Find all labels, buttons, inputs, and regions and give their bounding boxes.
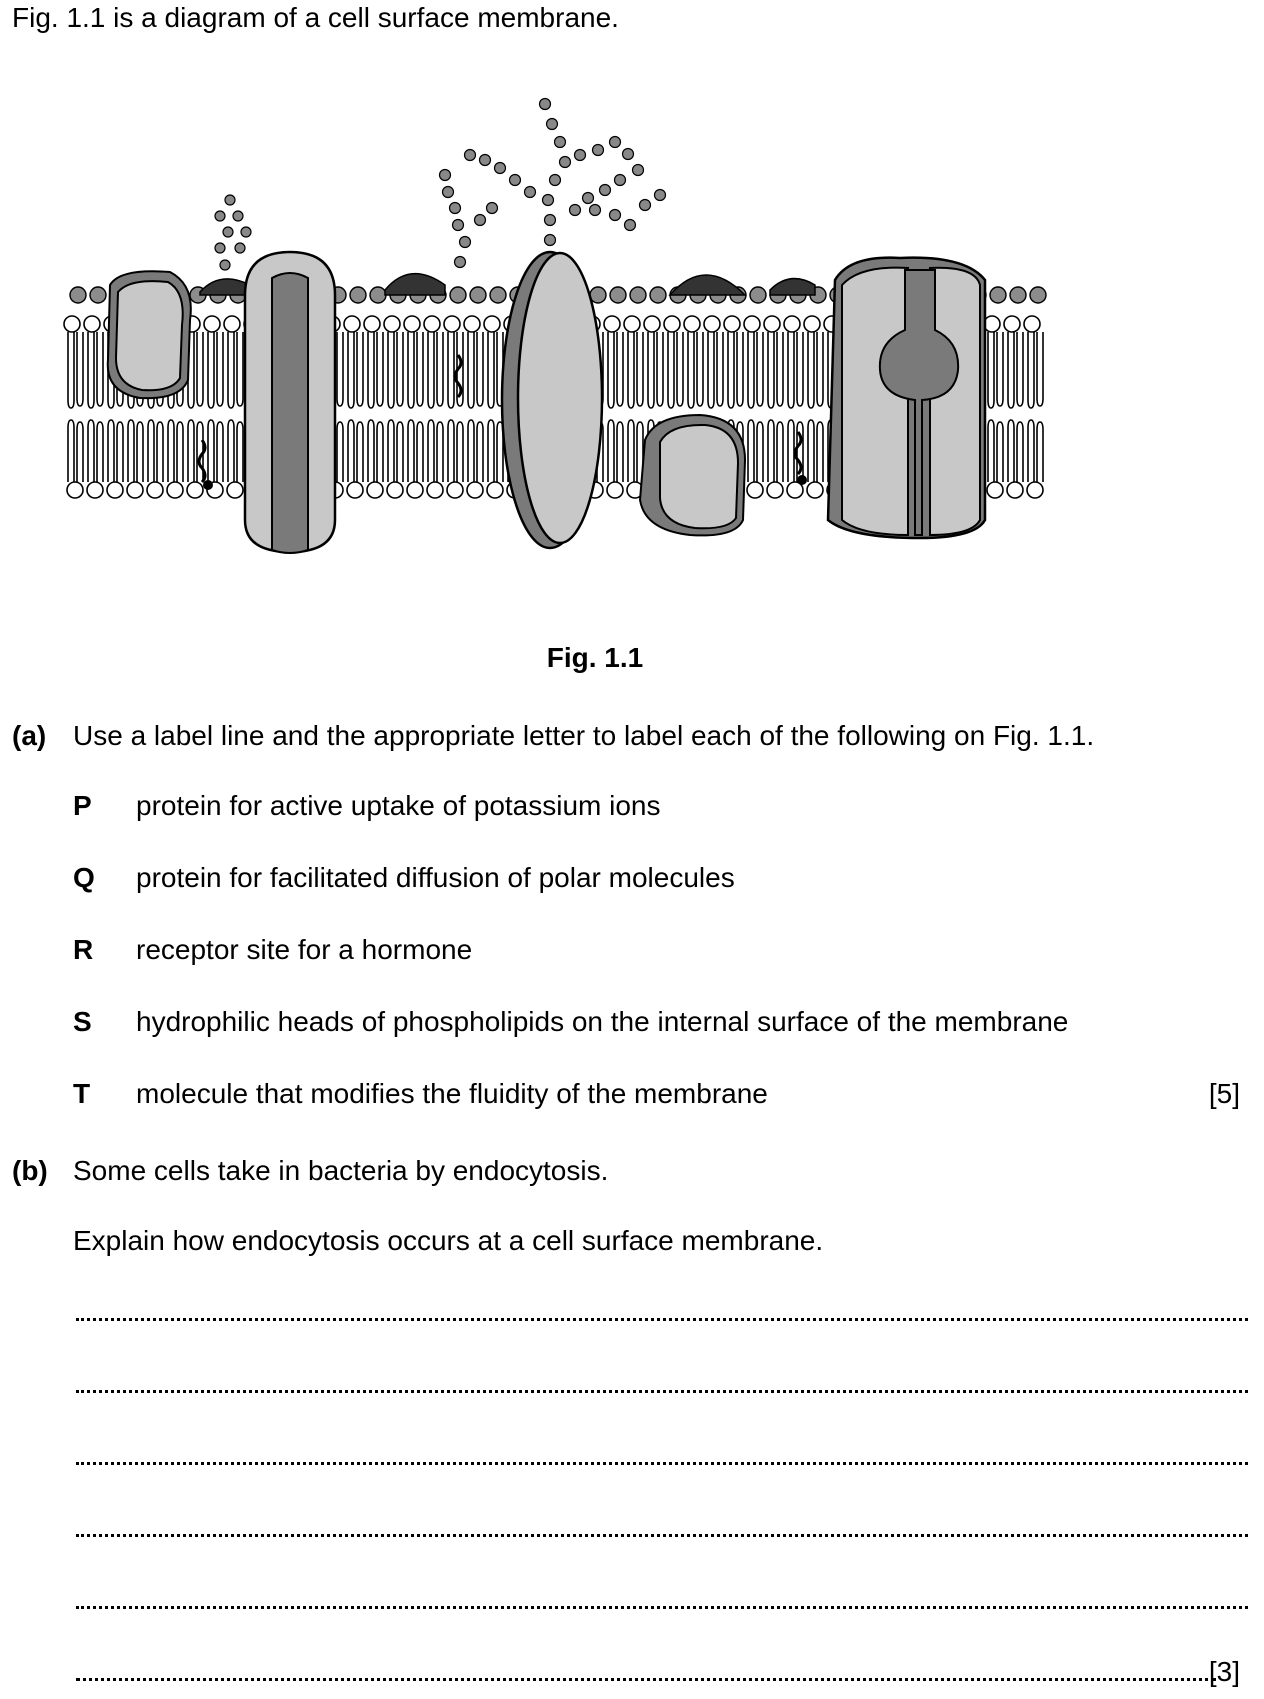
sugar-unit <box>593 145 604 156</box>
phospholipid-tail <box>628 420 634 482</box>
part-b-label: (b) <box>12 1155 48 1186</box>
cholesterol <box>199 440 205 482</box>
item-description: protein for active uptake of potassium ions <box>136 790 661 821</box>
phospholipid-head <box>644 316 660 332</box>
cholesterol-head <box>203 480 213 490</box>
phospholipid-tail <box>348 420 354 482</box>
phospholipid-head <box>1030 287 1046 303</box>
phospholipid-tail <box>768 332 774 408</box>
phospholipid-tail <box>457 422 463 482</box>
peripheral-protein-face <box>660 425 738 528</box>
cholesterol <box>795 432 801 474</box>
sugar-unit <box>610 210 621 221</box>
phospholipid-head <box>424 316 440 332</box>
phospholipid-head <box>984 316 1000 332</box>
phospholipid-tail <box>637 332 643 406</box>
phospholipid-tail <box>808 420 814 482</box>
sugar-unit <box>583 193 594 204</box>
phospholipid-tail <box>817 332 823 406</box>
phospholipid-head <box>604 316 620 332</box>
phospholipid-tail <box>448 420 454 482</box>
phospholipid-tail <box>628 332 634 408</box>
phospholipid-tail <box>728 332 734 408</box>
sugar-unit <box>475 215 486 226</box>
sugar-unit <box>547 119 558 130</box>
phospholipid-tail <box>217 332 223 406</box>
phospholipid-head <box>610 287 626 303</box>
part-a-marks: [5] <box>1208 1078 1240 1109</box>
phospholipid-tail <box>157 422 163 482</box>
phospholipid-tail <box>1017 422 1023 482</box>
carrier-protein-left-half <box>842 268 908 535</box>
phospholipid-head <box>84 316 100 332</box>
phospholipid-tail <box>808 332 814 408</box>
phospholipid-tail <box>1037 422 1043 482</box>
phospholipid-head <box>750 287 766 303</box>
sugar-unit <box>560 157 571 168</box>
phospholipid-tail <box>197 332 203 406</box>
phospholipid-head <box>404 316 420 332</box>
answer-line[interactable] <box>76 1390 1248 1393</box>
phospholipid-tail <box>768 420 774 482</box>
phospholipid-head <box>990 287 1006 303</box>
phospholipid-head <box>744 316 760 332</box>
item-description: molecule that modifies the fluidity of the membrane <box>136 1078 768 1109</box>
sugar-unit <box>640 200 651 211</box>
item-letter: P <box>73 790 92 821</box>
phospholipid-head <box>67 482 83 498</box>
phospholipid-head <box>70 287 86 303</box>
phospholipid-tail <box>677 332 683 406</box>
item-letter: S <box>73 1006 92 1037</box>
phospholipid-tail <box>368 332 374 408</box>
phospholipid-tail <box>997 422 1003 482</box>
glycolipid-cap <box>385 274 445 295</box>
phospholipid-head <box>447 482 463 498</box>
phospholipid-head <box>147 482 163 498</box>
phospholipid-head <box>467 482 483 498</box>
phospholipid-head <box>367 482 383 498</box>
phospholipid-head <box>370 287 386 303</box>
phospholipid-tail <box>68 332 74 408</box>
phospholipid-head <box>747 482 763 498</box>
phospholipid-head <box>187 482 203 498</box>
part-a-label: (a) <box>12 720 47 751</box>
phospholipid-tail <box>97 332 103 406</box>
phospholipid-head <box>784 316 800 332</box>
phospholipid-tail <box>468 332 474 408</box>
sugar-unit <box>610 137 621 148</box>
phospholipid-tail <box>468 420 474 482</box>
channel-pore <box>272 273 308 553</box>
phospholipid-head <box>384 316 400 332</box>
phospholipid-head <box>444 316 460 332</box>
phospholipid-head <box>364 316 380 332</box>
answer-line[interactable] <box>76 1462 1248 1465</box>
phospholipid-head <box>204 316 220 332</box>
phospholipid-tail <box>717 332 723 406</box>
sugar-unit <box>215 243 225 253</box>
phospholipid-tail <box>428 332 434 408</box>
phospholipid-head <box>470 287 486 303</box>
phospholipid-head <box>724 316 740 332</box>
phospholipid-tail <box>217 422 223 482</box>
phospholipid-tail <box>697 332 703 406</box>
figure-caption: Fig. 1.1 <box>546 642 644 673</box>
phospholipid-tail <box>668 332 674 408</box>
phospholipid-head <box>227 482 243 498</box>
phospholipid-tail <box>777 332 783 406</box>
item-letter: Q <box>73 862 95 893</box>
phospholipid-tail <box>788 420 794 482</box>
phospholipid-tail <box>988 420 994 482</box>
sugar-unit <box>235 243 245 253</box>
phospholipid-tail <box>477 332 483 406</box>
phospholipid-tail <box>648 332 654 408</box>
phospholipid-tail <box>408 332 414 408</box>
item-letter: R <box>73 934 94 965</box>
phospholipid-tail <box>108 420 114 482</box>
phospholipid-tail <box>357 332 363 406</box>
phospholipid-head <box>464 316 480 332</box>
phospholipid-head <box>487 482 503 498</box>
sugar-unit <box>223 227 233 237</box>
phospholipid-tail <box>408 420 414 482</box>
phospholipid-head <box>427 482 443 498</box>
phospholipid-head <box>87 482 103 498</box>
phospholipid-tail <box>377 422 383 482</box>
answer-line[interactable] <box>76 1534 1248 1537</box>
phospholipid-tail <box>688 332 694 408</box>
sugar-unit <box>655 190 666 201</box>
phospholipid-tail <box>177 422 183 482</box>
sugar-unit <box>623 149 634 160</box>
phospholipid-tail <box>757 332 763 406</box>
phospholipid-tail <box>608 420 614 482</box>
phospholipid-tail <box>77 422 83 482</box>
sugar-unit <box>545 215 556 226</box>
phospholipid-head <box>807 482 823 498</box>
phospholipid-tail <box>337 422 343 482</box>
answer-line[interactable] <box>76 1678 1216 1681</box>
phospholipid-head <box>764 316 780 332</box>
phospholipid-tail <box>368 420 374 482</box>
phospholipid-head <box>484 316 500 332</box>
sugar-unit <box>465 150 476 161</box>
phospholipid-tail <box>997 332 1003 406</box>
sugar-unit <box>220 260 230 270</box>
phospholipid-tail <box>117 422 123 482</box>
phospholipid-head <box>107 482 123 498</box>
part-a-instruction: Use a label line and the appropriate letter to label each of the following on Fig. 1.1. <box>73 720 1095 751</box>
protein-shape <box>116 281 183 390</box>
item-description: hydrophilic heads of phospholipids on the internal surface of the membrane <box>136 1006 1069 1037</box>
phospholipid-head <box>1004 316 1020 332</box>
phospholipid-tail <box>988 332 994 408</box>
sugar-unit <box>215 211 225 221</box>
phospholipid-head <box>407 482 423 498</box>
phospholipid-tail <box>397 422 403 482</box>
sugar-unit <box>453 220 464 231</box>
item-letter: T <box>73 1078 91 1109</box>
phospholipid-tail <box>1008 420 1014 482</box>
phospholipid-tail <box>748 332 754 408</box>
carrier-protein-right-half <box>930 268 980 535</box>
phospholipid-head <box>167 482 183 498</box>
phospholipid-tail <box>337 332 343 406</box>
phospholipid-tail <box>737 332 743 406</box>
sugar-unit <box>555 137 566 148</box>
phospholipid-head <box>1007 482 1023 498</box>
phospholipid-head <box>387 482 403 498</box>
phospholipid-tail <box>1028 332 1034 408</box>
phospholipid-head <box>987 482 1003 498</box>
phospholipid-tail <box>817 422 823 482</box>
phospholipid-tail <box>188 420 194 482</box>
phospholipid-head <box>490 287 506 303</box>
part-b-statement: Some cells take in bacteria by endocytosis. <box>73 1155 609 1186</box>
part-b-question: Explain how endocytosis occurs at a cell surface membrane. <box>73 1225 824 1256</box>
sugar-unit <box>550 175 561 186</box>
phospholipid-tail <box>237 332 243 406</box>
sugar-unit <box>615 175 626 186</box>
sugar-unit <box>625 220 636 231</box>
item-description: protein for facilitated diffusion of polar molecules <box>136 862 735 893</box>
sugar-unit <box>480 155 491 166</box>
phospholipid-tail <box>448 332 454 408</box>
sugar-unit <box>225 195 235 205</box>
phospholipid-tail <box>388 420 394 482</box>
phospholipid-head <box>624 316 640 332</box>
phospholipid-head <box>450 287 466 303</box>
cell-membrane-diagram <box>60 80 1150 620</box>
phospholipid-tail <box>228 332 234 408</box>
phospholipid-tail <box>68 420 74 482</box>
item-description: receptor site for a hormone <box>136 934 473 965</box>
sugar-unit <box>590 205 601 216</box>
phospholipid-tail <box>77 332 83 406</box>
phospholipid-tail <box>757 422 763 482</box>
phospholipid-head <box>630 287 646 303</box>
sugar-unit <box>510 175 521 186</box>
phospholipid-tail <box>208 332 214 408</box>
phospholipid-tail <box>228 420 234 482</box>
phospholipid-tail <box>1008 332 1014 408</box>
sugar-unit <box>443 187 454 198</box>
phospholipid-head <box>64 316 80 332</box>
glycolipid-cap <box>770 279 815 295</box>
phospholipid-head <box>650 287 666 303</box>
phospholipid-head <box>1027 482 1043 498</box>
phospholipid-tail <box>377 332 383 406</box>
cholesterol-head <box>797 475 807 485</box>
cholesterol <box>455 355 461 397</box>
phospholipid-tail <box>748 420 754 482</box>
phospholipid-head <box>767 482 783 498</box>
phospholipid-tail <box>148 420 154 482</box>
phospholipid-head <box>1024 316 1040 332</box>
phospholipid-tail <box>477 422 483 482</box>
glycolipid-cap <box>200 279 250 295</box>
sugar-unit <box>460 237 471 248</box>
sugar-unit <box>487 203 498 214</box>
sugar-unit <box>600 185 611 196</box>
phospholipid-tail <box>777 422 783 482</box>
sugar-unit <box>455 257 466 268</box>
answer-line[interactable] <box>76 1606 1248 1609</box>
phospholipid-tail <box>417 332 423 406</box>
phospholipid-tail <box>88 332 94 408</box>
phospholipid-tail <box>708 332 714 408</box>
phospholipid-tail <box>428 420 434 482</box>
sugar-unit <box>575 150 586 161</box>
phospholipid-tail <box>488 332 494 408</box>
phospholipid-head <box>704 316 720 332</box>
phospholipid-head <box>347 482 363 498</box>
phospholipid-tail <box>388 332 394 408</box>
phospholipid-head <box>1010 287 1026 303</box>
phospholipid-tail <box>1037 332 1043 406</box>
sugar-unit <box>633 165 644 176</box>
phospholipid-tail <box>1017 332 1023 406</box>
sugar-unit <box>495 163 506 174</box>
phospholipid-tail <box>788 332 794 408</box>
phospholipid-tail <box>168 420 174 482</box>
sugar-unit <box>540 99 551 110</box>
sugar-unit <box>241 227 251 237</box>
phospholipid-tail <box>417 422 423 482</box>
phospholipid-tail <box>357 422 363 482</box>
phospholipid-head <box>664 316 680 332</box>
part-b-marks: [3] <box>1208 1656 1240 1687</box>
phospholipid-tail <box>137 422 143 482</box>
phospholipid-head <box>224 316 240 332</box>
phospholipid-head <box>684 316 700 332</box>
phospholipid-tail <box>437 422 443 482</box>
phospholipid-tail <box>617 332 623 406</box>
phospholipid-tail <box>128 420 134 482</box>
phospholipid-tail <box>657 332 663 406</box>
phospholipid-head <box>607 482 623 498</box>
phospholipid-tail <box>797 332 803 406</box>
phospholipid-tail <box>608 332 614 408</box>
sugar-unit <box>570 205 581 216</box>
answer-line[interactable] <box>76 1318 1248 1321</box>
phospholipid-head <box>344 316 360 332</box>
sugar-unit <box>233 211 243 221</box>
phospholipid-tail <box>488 420 494 482</box>
phospholipid-tail <box>237 422 243 482</box>
phospholipid-head <box>90 287 106 303</box>
sugar-unit <box>440 170 451 181</box>
phospholipid-tail <box>437 332 443 406</box>
phospholipid-tail <box>617 422 623 482</box>
sugar-unit <box>543 195 554 206</box>
phospholipid-tail <box>208 420 214 482</box>
sugar-unit <box>450 203 461 214</box>
glycoprotein-face <box>518 253 602 543</box>
phospholipid-tail <box>88 420 94 482</box>
sugar-unit <box>525 187 536 198</box>
phospholipid-head <box>804 316 820 332</box>
phospholipid-tail <box>397 332 403 406</box>
sugar-unit <box>545 235 556 246</box>
glycolipid-cap <box>670 275 745 295</box>
phospholipid-tail <box>97 422 103 482</box>
phospholipid-tail <box>348 332 354 408</box>
intro-text: Fig. 1.1 is a diagram of a cell surface membrane. <box>12 2 619 33</box>
phospholipid-head <box>350 287 366 303</box>
phospholipid-tail <box>1028 420 1034 482</box>
phospholipid-head <box>127 482 143 498</box>
